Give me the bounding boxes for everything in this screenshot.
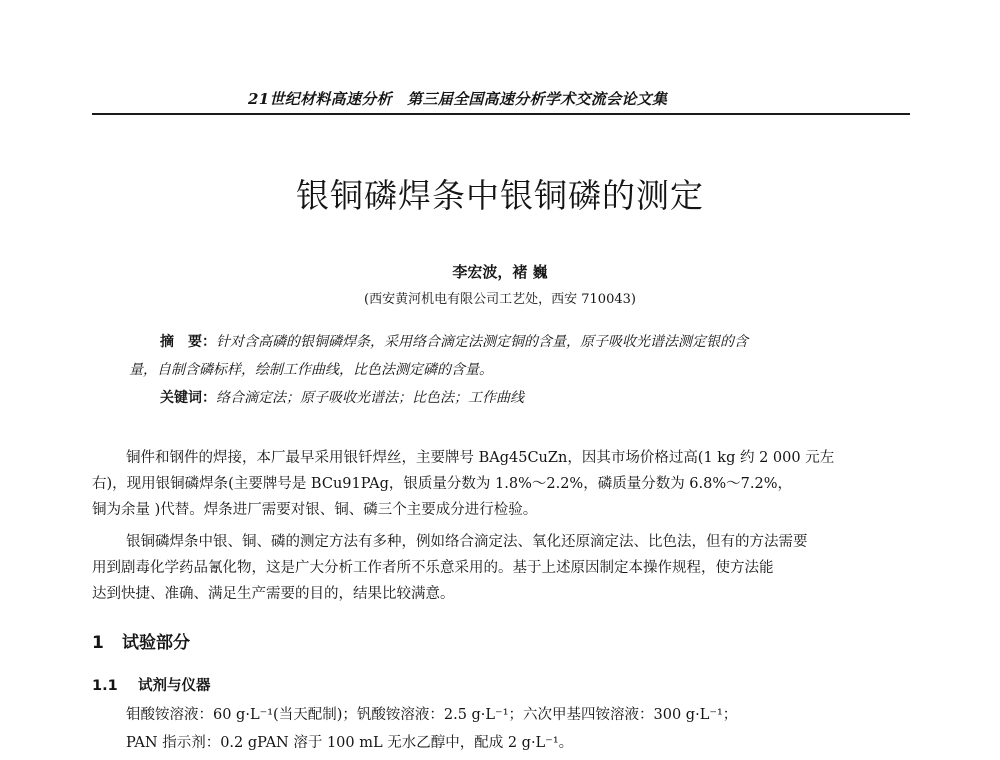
keywords-label: 关键词： (160, 390, 216, 406)
keywords-line (160, 387, 524, 407)
paper-title: 银铜磷焊条中银铜磷的测定 (296, 176, 704, 215)
reagents-line-2: PAN 指示剂：0.2 gPAN 溶于 100 mL 无水乙醇中，配成 2 g·L⁻¹。 (126, 735, 574, 751)
abstract-label: 摘 要： (160, 334, 216, 350)
abstract-line-1 (160, 331, 748, 351)
section-title: 试验部分 (122, 633, 190, 653)
para1-line-3: 铜为余量 )代替。焊条进厂需要对银、铜、磷三个主要成分进行检验。 (92, 502, 538, 518)
abstract-line-2: 量，自制含磷标样，绘制工作曲线，比色法测定磷的含量。 (129, 362, 493, 378)
running-header: 21世纪材料高速分析 第三届全国高速分析学术交流会论文集 (248, 90, 668, 108)
subsection-number: 1.1 (92, 678, 118, 694)
affiliation: (西安黄河机电有限公司工艺处，西安 710043) (364, 292, 636, 307)
para2-line-3: 达到快捷、准确、满足生产需要的目的，结果比较满意。 (92, 586, 455, 602)
header-rule (92, 113, 910, 115)
section-number: 1 (92, 633, 104, 653)
authors: 李宏波，褚 巍 (452, 263, 548, 281)
reagents-line-1: 钼酸铵溶液：60 g·L⁻¹(当天配制)；钒酸铵溶液：2.5 g·L⁻¹；六次甲基四铵溶液：300 g·L⁻¹； (126, 707, 738, 723)
para1-line-1: 铜件和钢件的焊接，本厂最早采用银钎焊丝，主要牌号 BAg45CuZn，因其市场价格过高(1 kg 约 2 000 元左 (126, 450, 835, 466)
section-heading-1 (92, 628, 190, 653)
keywords-text: 络合滴定法；原子吸收光谱法；比色法；工作曲线 (216, 390, 524, 406)
abstract-text-1: 针对含高磷的银铜磷焊条，采用络合滴定法测定铜的含量，原子吸收光谱法测定银的含 (216, 334, 748, 350)
para2-line-2: 用到剧毒化学药品氰化物，这是广大分析工作者所不乐意采用的。基于上述原因制定本操作规程，使方法能 (92, 560, 774, 576)
para2-line-1: 银铜磷焊条中银、铜、磷的测定方法有多种，例如络合滴定法、氧化还原滴定法、比色法，但有的方法需要 (126, 534, 808, 550)
subsection-title: 试剂与仪器 (138, 678, 211, 694)
subsection-heading-1-1 (92, 674, 211, 695)
para1-line-2: 右)，现用银铜磷焊条(主要牌号是 BCu91PAg，银质量分数为 1.8%～2.2%，磷质量分数为 6.8%～7.2%， (92, 476, 792, 492)
